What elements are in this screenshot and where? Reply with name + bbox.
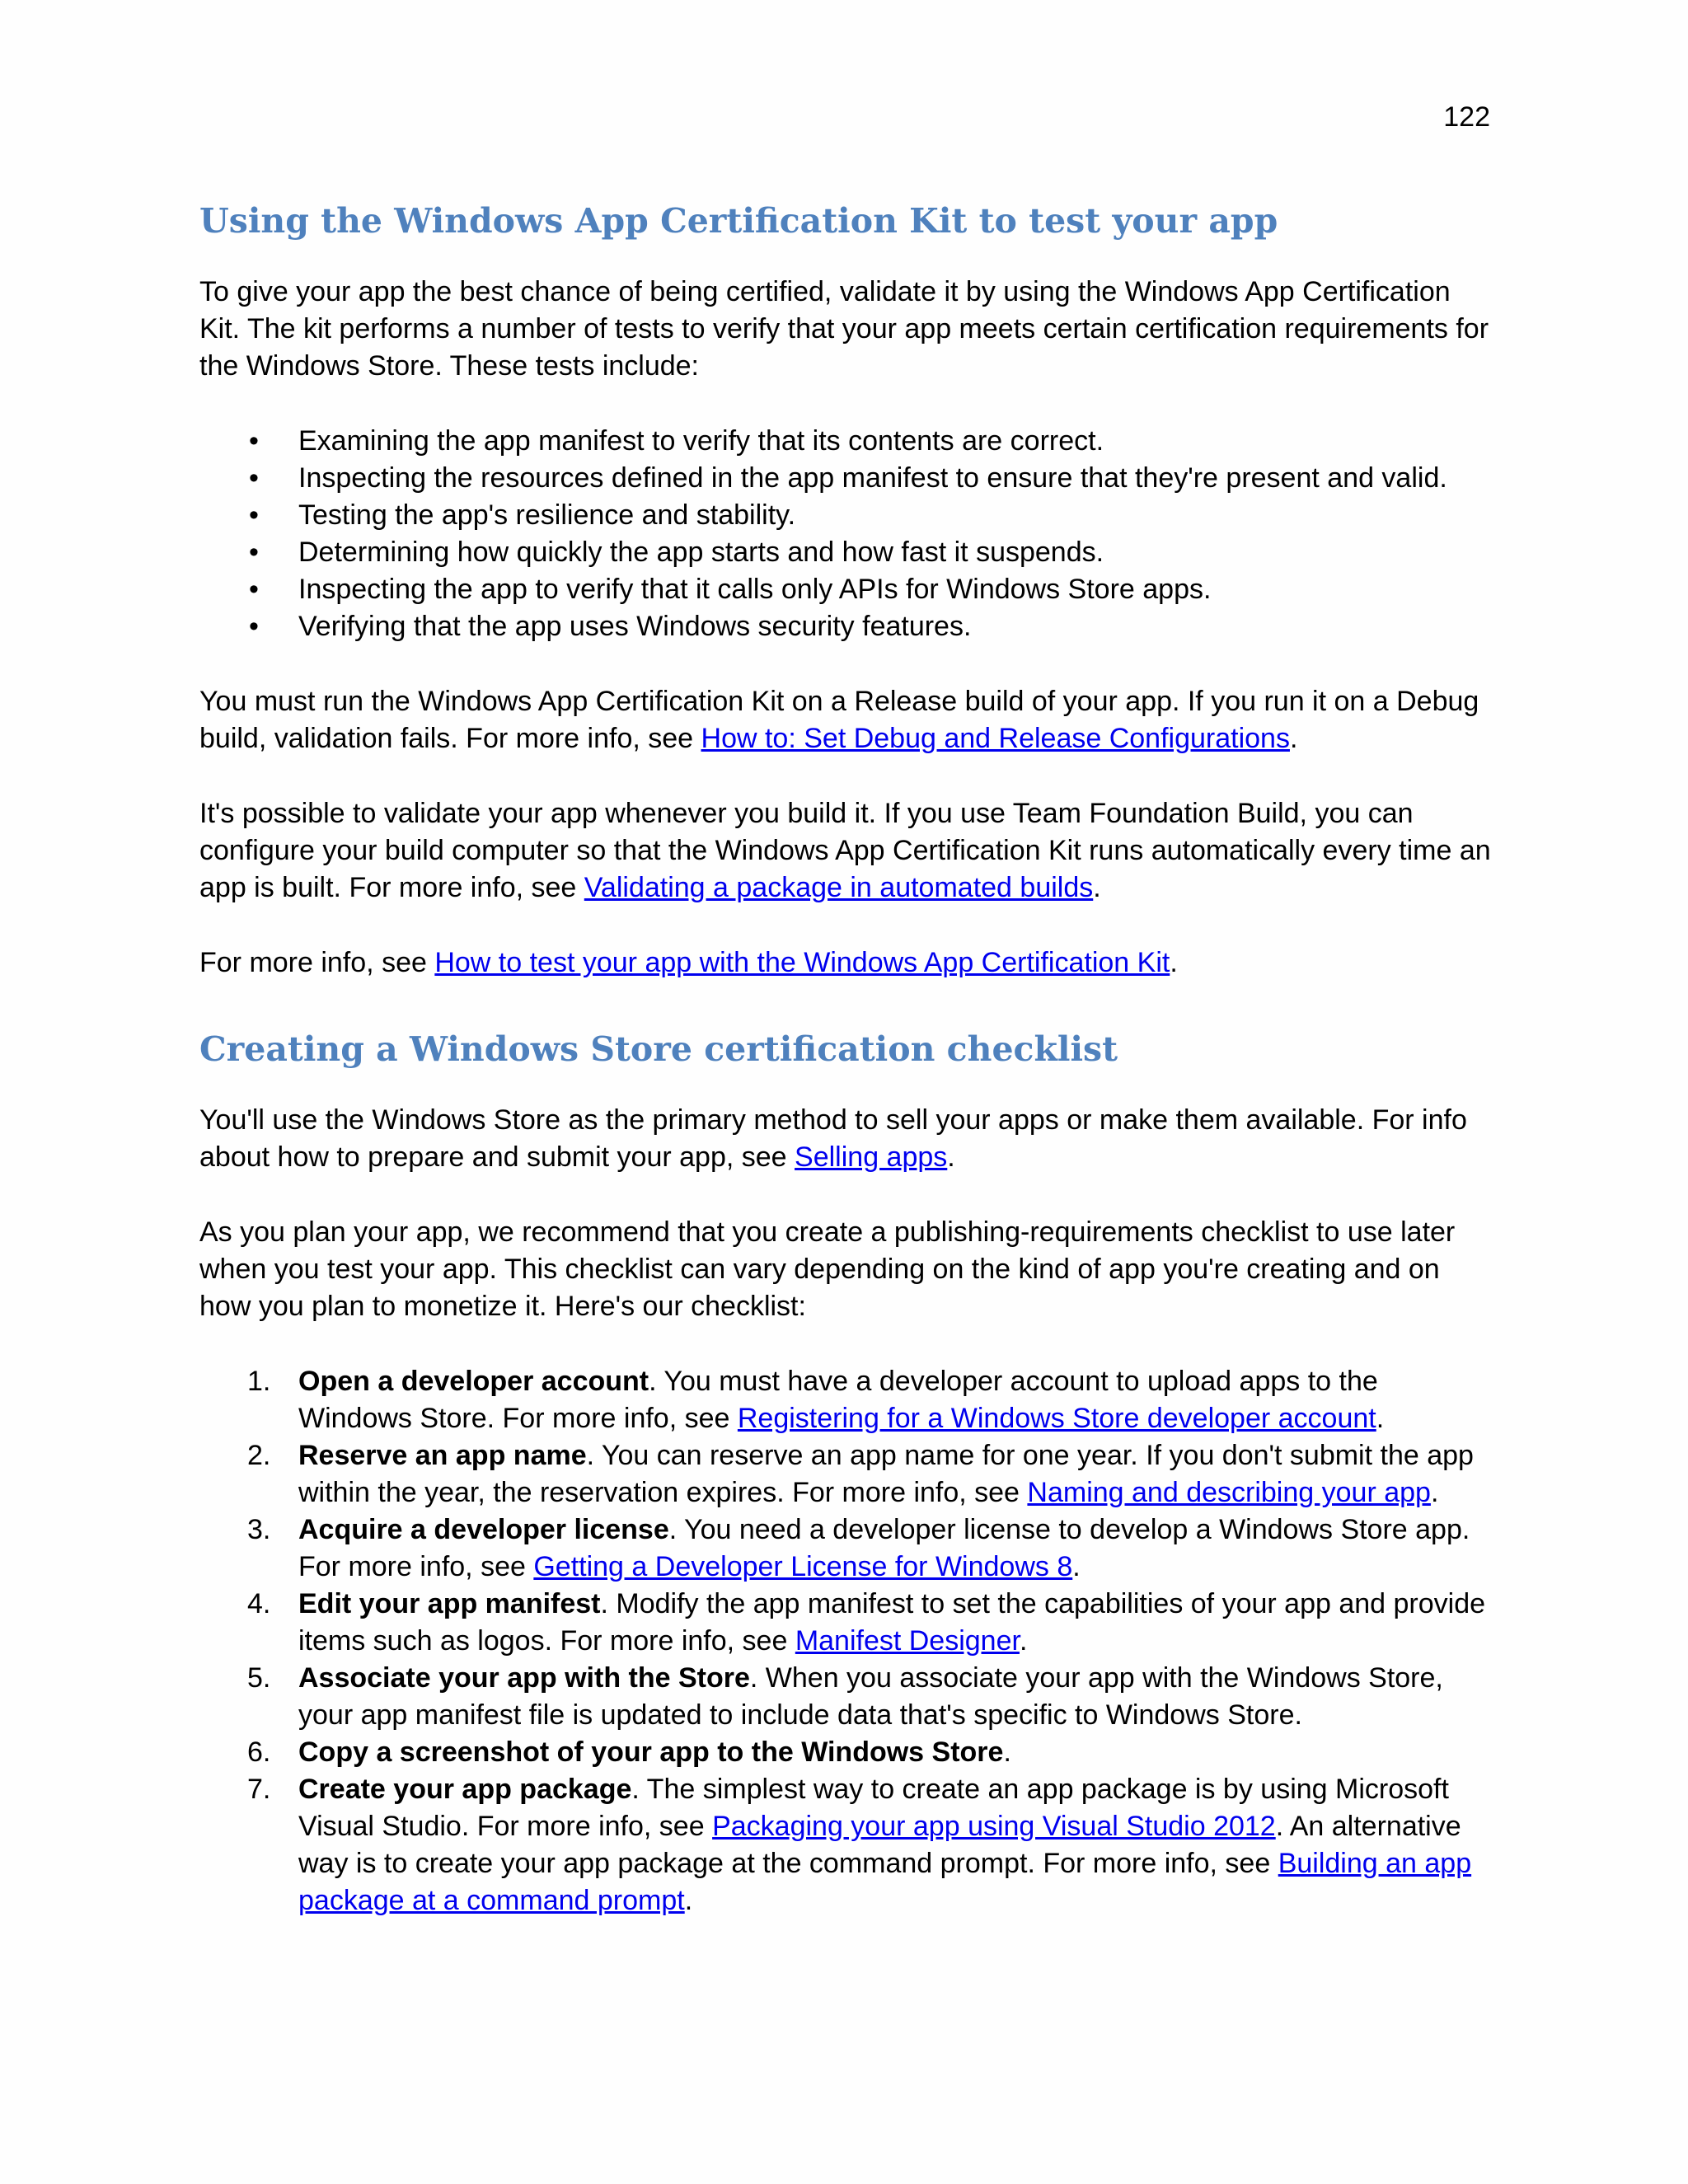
developer-account-link[interactable]: Registering for a Windows Store developer account xyxy=(737,1403,1376,1434)
bullet-marker: • xyxy=(249,574,259,605)
bullet-marker: • xyxy=(249,611,259,642)
section-heading-checklist: Creating a Windows Store certification checklist xyxy=(199,1029,1118,1069)
plan-paragraph: As you plan your app, we recommend that you create a publishing-requirements checklist to use later when you test your app. This checklist can vary depending on the kind of app you're creating and on how you plan to monetize it. Here's our checklist: xyxy=(199,1216,1456,1322)
item-number: 5. xyxy=(247,1662,271,1694)
section-heading-certification-kit: Using the Windows App Certification Kit to test your app xyxy=(199,201,1278,241)
manifest-designer-link[interactable]: Manifest Designer xyxy=(795,1625,1020,1657)
intro-paragraph: To give your app the best chance of being certified, validate it by using the Windows App Certification Kit. The kit performs a number of tests to verify that your app meets certain certification requirements for the Windows Store. These tests include: xyxy=(199,276,1489,382)
item-number: 6. xyxy=(247,1736,271,1768)
item-title: Open a developer account xyxy=(298,1366,649,1397)
checklist-item: 2. Reserve an app name. You can reserve an app name for one year. If you don't submit the app within the year, the reservation expires. For more info, see Naming and describing your app. xyxy=(199,1437,1493,1511)
list-item xyxy=(199,608,1493,645)
bullet-marker: • xyxy=(249,462,259,494)
developer-license-link[interactable]: Getting a Developer License for Windows 8 xyxy=(533,1551,1073,1582)
test-with-kit-link[interactable]: How to test your app with the Windows App Certification Kit xyxy=(434,947,1170,978)
item-number: 2. xyxy=(247,1440,271,1471)
checklist-item: 6. Copy a screenshot of your app to the Windows Store. xyxy=(199,1734,1493,1771)
item-title: Copy a screenshot of your app to the Windows Store xyxy=(298,1736,1004,1768)
bullet-marker: • xyxy=(249,499,259,531)
item-number: 3. xyxy=(247,1514,271,1545)
bullet-marker: • xyxy=(249,537,259,568)
automated-validation-paragraph: It's possible to validate your app whenever you build it. If you use Team Foundation Build, you can configure your build computer so that the Windows App Certification Kit runs automatically every time an app is built. For more info, see Validating a package in automated builds. xyxy=(199,798,1491,903)
command-prompt-package-link[interactable]: Building an app package at a command prompt xyxy=(298,1848,1472,1916)
list-item xyxy=(199,460,1493,497)
item-number: 4. xyxy=(247,1588,271,1619)
item-title: Edit your app manifest xyxy=(298,1588,601,1619)
item-title: Associate your app with the Store xyxy=(298,1662,750,1694)
packaging-visual-studio-link[interactable]: Packaging your app using Visual Studio 2012 xyxy=(712,1811,1276,1842)
list-item-text: Examining the app manifest to verify that its contents are correct. xyxy=(298,425,1104,457)
checklist-item: 5. Associate your app with the Store. When you associate your app with the Windows Store, your app manifest file is updated to include data that's specific to Windows Store. xyxy=(199,1660,1493,1734)
list-item xyxy=(199,497,1493,534)
certification-checklist xyxy=(199,1363,1493,1919)
debug-release-config-link[interactable]: How to: Set Debug and Release Configurations xyxy=(701,723,1290,754)
list-item-text: Verifying that the app uses Windows security features. xyxy=(298,611,972,642)
checklist-item: 3. Acquire a developer license. You need a developer license to develop a Windows Store app. For more info, see Getting a Developer License for Windows 8. xyxy=(199,1511,1493,1586)
naming-app-link[interactable]: Naming and describing your app xyxy=(1027,1477,1431,1508)
list-item xyxy=(199,534,1493,571)
automated-builds-link[interactable]: Validating a package in automated builds xyxy=(584,872,1094,903)
selling-apps-link[interactable]: Selling apps xyxy=(795,1141,948,1173)
store-paragraph: You'll use the Windows Store as the primary method to sell your apps or make them available. For info about how to prepare and submit your app, see Selling apps. xyxy=(199,1104,1467,1173)
item-title: Reserve an app name xyxy=(298,1440,587,1471)
list-item xyxy=(199,423,1493,460)
bullet-marker: • xyxy=(249,425,259,457)
item-title: Acquire a developer license xyxy=(298,1514,669,1545)
item-number: 1. xyxy=(247,1366,271,1397)
list-item-text: Determining how quickly the app starts and how fast it suspends. xyxy=(298,537,1104,568)
list-item xyxy=(199,571,1493,608)
release-build-paragraph: You must run the Windows App Certification Kit on a Release build of your app. If you run it on a Debug build, validation fails. For more info, see How to: Set Debug and Release Configurations. xyxy=(199,686,1479,754)
tests-list xyxy=(199,423,1493,645)
checklist-item: 7. Create your app package. The simplest way to create an app package is by using Microsoft Visual Studio. For more info, see Packaging your app using Visual Studio 2012. An alternative way is to create your app package at the command prompt. For more info, see Building an app package at a command prompt. xyxy=(199,1771,1493,1919)
list-item-text: Inspecting the resources defined in the app manifest to ensure that they're present and valid. xyxy=(298,462,1447,494)
checklist-item: 1. Open a developer account. You must have a developer account to upload apps to the Windows Store. For more info, see Registering for a Windows Store developer account. xyxy=(199,1363,1493,1437)
more-info-paragraph: For more info, see How to test your app with the Windows App Certification Kit. xyxy=(199,947,1178,978)
list-item-text: Testing the app's resilience and stability. xyxy=(298,499,796,531)
page-number: 122 xyxy=(1443,101,1490,133)
item-number: 7. xyxy=(247,1774,271,1805)
page-content xyxy=(199,191,1493,1957)
checklist-item: 4. Edit your app manifest. Modify the app manifest to set the capabilities of your app and provide items such as logos. For more info, see Manifest Designer. xyxy=(199,1586,1493,1660)
list-item-text: Inspecting the app to verify that it calls only APIs for Windows Store apps. xyxy=(298,574,1212,605)
item-title: Create your app package xyxy=(298,1774,632,1805)
